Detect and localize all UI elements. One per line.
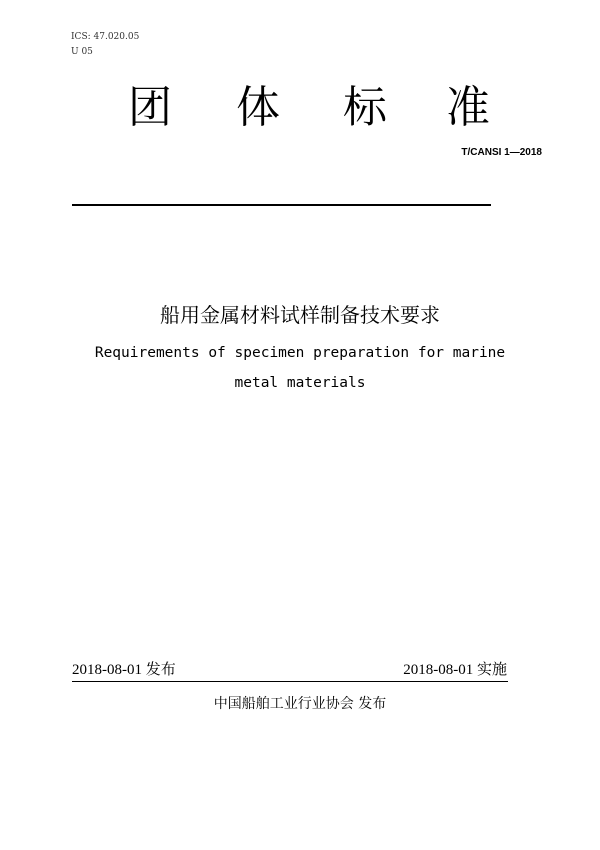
ics-code: ICS: 47.020.05 (71, 32, 140, 42)
ccs-code: U 05 (71, 47, 93, 57)
document-title-chinese: 船用金属材料试样制备技术要求 (160, 303, 440, 327)
footer-divider (72, 681, 508, 682)
issue-date: 2018-08-01 发布 (72, 662, 176, 678)
title-char-1: 团 (128, 82, 172, 133)
title-char-2: 体 (236, 82, 280, 133)
document-title-english-line-1: Requirements of specimen preparation for marine (94, 345, 506, 361)
document-title-english-line-2: metal materials (234, 375, 366, 391)
standard-number: T/CANSI 1—2018 (461, 147, 542, 158)
title-char-4: 准 (446, 82, 490, 133)
standard-type-title (0, 82, 600, 142)
title-char-3: 标 (343, 82, 387, 133)
ics-classification (71, 30, 139, 60)
implementation-date: 2018-08-01 实施 (403, 662, 507, 678)
header-divider (72, 204, 491, 206)
publisher: 中国船舶工业行业协会 发布 (213, 696, 387, 712)
